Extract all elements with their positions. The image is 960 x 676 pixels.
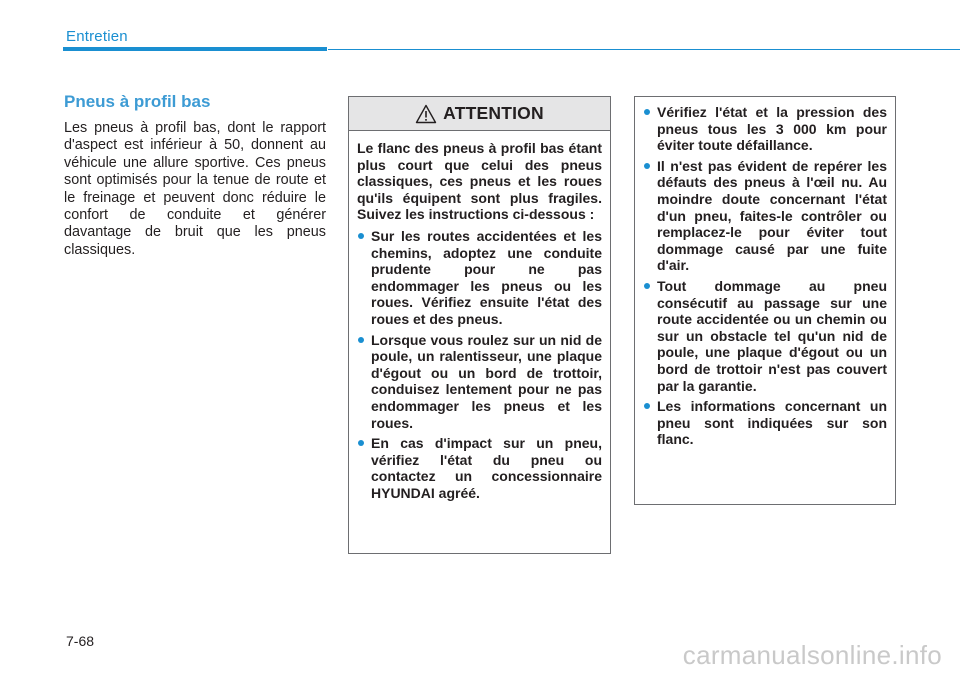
list-item: En cas d'impact sur un pneu, vérifiez l'état du pneu ou contactez un concessionnaire HYUNDAI agréé. [357,435,602,501]
attention-box [348,96,611,554]
bullet-dot-icon [358,440,364,446]
left-column [64,92,326,259]
page-number: 7-68 [66,633,95,649]
intro-paragraph: Les pneus à profil bas, dont le rapport d'aspect est inférieur à 50, donnent au véhicule une allure sportive. Ces pneus sont optimisés pour la tenue de route et le freinage et peuvent donc réduire le confort de conduite et générer davantage de bruit que les pneus classiques. [64,120,326,258]
list-item: Vérifiez l'état et la pression des pneus tous les 3 000 km pour éviter toute défaillance. [643,104,887,154]
section-title: Entretien [66,28,128,45]
bullet-dot-icon [644,163,650,169]
list-item: Les informations concernant un pneu sont indiquées sur son flanc. [643,398,887,448]
bullet-dot-icon [644,403,650,409]
continued-body [635,97,895,448]
continued-list [643,104,887,448]
bullet-dot-icon [644,109,650,115]
attention-intro: Le flanc des pneus à profil bas étant plus court que celui des pneus classiques, ces pneus et les roues qu'ils équipent sont plus fragiles. Suivez les instructions ci-dessous : [357,140,602,223]
subsection-title: Pneus à profil bas [64,92,211,111]
bullet-dot-icon [644,283,650,289]
list-item: Il n'est pas évident de repérer les défauts des pneus à l'œil nu. Au moindre doute concernant l'état d'un pneu, faites-le contrôler ou remplacez-le pour éviter tout dommage causé par une fuite d'air. [643,158,887,274]
attention-body [349,131,610,501]
attention-header [349,97,610,131]
header-rule-thin [328,49,960,50]
bullet-dot-icon [358,337,364,343]
list-item: Tout dommage au pneu consécutif au passage sur une route accidentée ou un chemin ou sur un obstacle tel qu'un nid de poule, une plaque d'égout ou un bord de trottoir n'est pas couvert par la garantie. [643,278,887,394]
warning-triangle-icon [415,104,437,124]
attention-label: ATTENTION [443,103,544,123]
bullet-dot-icon [358,233,364,239]
watermark: carmanualsonline.info [682,640,942,670]
attention-list [357,228,602,502]
list-item: Lorsque vous roulez sur un nid de poule, un ralentisseur, une plaque d'égout ou un bord de trottoir, conduisez lentement pour ne pas endommager les pneus et les roues. [357,332,602,432]
list-item: Sur les routes accidentées et les chemins, adoptez une conduite prudente pour ne pas endommager les pneus ou les roues. Vérifiez ensuite l'état des roues et des pneus. [357,228,602,328]
attention-continued-box [634,96,896,505]
header-rule-thick [63,47,327,51]
